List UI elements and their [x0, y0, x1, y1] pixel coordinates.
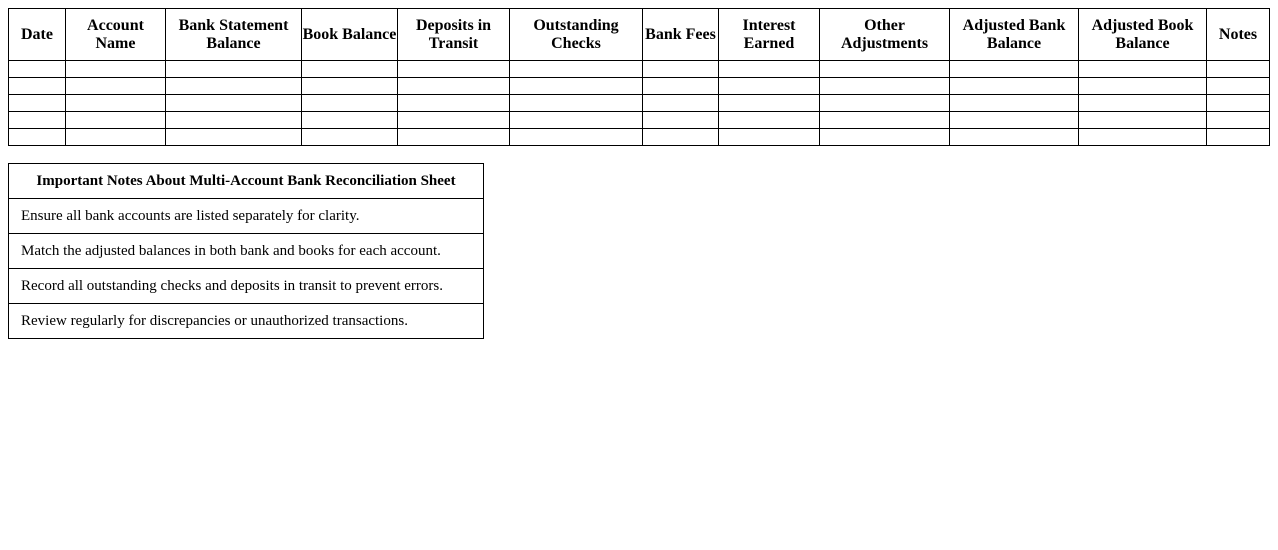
table-cell[interactable]	[1207, 129, 1270, 146]
table-cell[interactable]	[302, 78, 398, 95]
table-cell[interactable]	[643, 112, 719, 129]
table-cell[interactable]	[9, 129, 66, 146]
header-bank-statement-balance: Bank Statement Balance	[166, 9, 302, 61]
table-cell[interactable]	[1079, 95, 1207, 112]
table-cell[interactable]	[166, 61, 302, 78]
notes-table	[8, 163, 484, 339]
table-cell[interactable]	[510, 129, 643, 146]
table-cell[interactable]	[66, 95, 166, 112]
table-row	[9, 95, 1270, 112]
reconciliation-table	[8, 8, 1270, 146]
table-cell[interactable]	[66, 78, 166, 95]
table-cell[interactable]	[510, 95, 643, 112]
header-bank-fees: Bank Fees	[643, 9, 719, 61]
table-cell[interactable]	[950, 129, 1079, 146]
table-cell[interactable]	[1207, 112, 1270, 129]
notes-title: Important Notes About Multi-Account Bank Reconciliation Sheet	[9, 164, 484, 199]
table-cell[interactable]	[1079, 112, 1207, 129]
note-item: Review regularly for discrepancies or unauthorized transactions.	[9, 304, 484, 339]
table-row	[9, 78, 1270, 95]
table-row	[9, 112, 1270, 129]
table-cell[interactable]	[1079, 78, 1207, 95]
table-cell[interactable]	[302, 112, 398, 129]
table-cell[interactable]	[9, 61, 66, 78]
table-cell[interactable]	[820, 95, 950, 112]
table-cell[interactable]	[510, 78, 643, 95]
table-cell[interactable]	[1207, 61, 1270, 78]
header-deposits-in-transit: Deposits in Transit	[398, 9, 510, 61]
table-cell[interactable]	[302, 95, 398, 112]
table-cell[interactable]	[643, 95, 719, 112]
table-cell[interactable]	[398, 129, 510, 146]
table-cell[interactable]	[1207, 78, 1270, 95]
table-cell[interactable]	[719, 78, 820, 95]
table-cell[interactable]	[950, 112, 1079, 129]
table-cell[interactable]	[166, 112, 302, 129]
table-cell[interactable]	[302, 61, 398, 78]
table-cell[interactable]	[166, 95, 302, 112]
header-adjusted-book-balance: Adjusted Book Balance	[1079, 9, 1207, 61]
table-cell[interactable]	[398, 61, 510, 78]
table-row	[9, 61, 1270, 78]
table-cell[interactable]	[398, 112, 510, 129]
table-cell[interactable]	[719, 95, 820, 112]
table-cell[interactable]	[1207, 95, 1270, 112]
reconciliation-body	[9, 61, 1270, 146]
table-row	[9, 129, 1270, 146]
header-book-balance: Book Balance	[302, 9, 398, 61]
table-cell[interactable]	[9, 95, 66, 112]
table-cell[interactable]	[643, 78, 719, 95]
table-cell[interactable]	[820, 112, 950, 129]
table-cell[interactable]	[643, 129, 719, 146]
table-cell[interactable]	[166, 129, 302, 146]
document-body	[8, 8, 1270, 339]
header-notes: Notes	[1207, 9, 1270, 61]
table-cell[interactable]	[950, 61, 1079, 78]
header-account-name: Account Name	[66, 9, 166, 61]
table-cell[interactable]	[719, 129, 820, 146]
note-item: Ensure all bank accounts are listed separately for clarity.	[9, 199, 484, 234]
header-date: Date	[9, 9, 66, 61]
table-cell[interactable]	[9, 78, 66, 95]
table-cell[interactable]	[510, 61, 643, 78]
table-cell[interactable]	[820, 61, 950, 78]
table-cell[interactable]	[510, 112, 643, 129]
table-cell[interactable]	[9, 112, 66, 129]
table-cell[interactable]	[66, 112, 166, 129]
table-cell[interactable]	[1079, 129, 1207, 146]
table-cell[interactable]	[950, 95, 1079, 112]
header-other-adjustments: Other Adjustments	[820, 9, 950, 61]
header-outstanding-checks: Outstanding Checks	[510, 9, 643, 61]
header-row	[9, 9, 1270, 61]
table-cell[interactable]	[950, 78, 1079, 95]
table-cell[interactable]	[398, 78, 510, 95]
table-cell[interactable]	[820, 129, 950, 146]
table-cell[interactable]	[719, 61, 820, 78]
table-cell[interactable]	[719, 112, 820, 129]
table-cell[interactable]	[166, 78, 302, 95]
header-interest-earned: Interest Earned	[719, 9, 820, 61]
note-item: Record all outstanding checks and deposits in transit to prevent errors.	[9, 269, 484, 304]
table-cell[interactable]	[820, 78, 950, 95]
table-cell[interactable]	[643, 61, 719, 78]
table-cell[interactable]	[398, 95, 510, 112]
table-cell[interactable]	[1079, 61, 1207, 78]
note-item: Match the adjusted balances in both bank and books for each account.	[9, 234, 484, 269]
table-cell[interactable]	[302, 129, 398, 146]
table-cell[interactable]	[66, 129, 166, 146]
table-cell[interactable]	[66, 61, 166, 78]
header-adjusted-bank-balance: Adjusted Bank Balance	[950, 9, 1079, 61]
